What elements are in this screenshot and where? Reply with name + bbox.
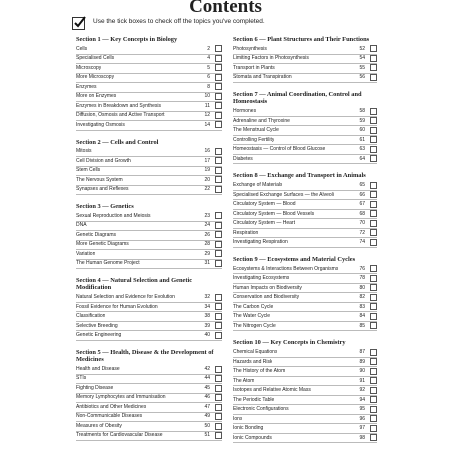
topic-name: More Microscopy (76, 74, 115, 81)
toc-entry (233, 358, 377, 368)
instruction-text: Use the tick boxes to check off the topics you've completed. (93, 18, 265, 25)
page-number: 8 (207, 83, 210, 90)
toc-entry (76, 93, 222, 103)
tick-box[interactable] (370, 368, 377, 375)
topic-name: Ecosystems & Interactions Between Organisms (233, 265, 339, 272)
page-number: 98 (359, 434, 365, 441)
topic-name: The Periodic Table (233, 396, 275, 403)
toc-entry (233, 229, 377, 239)
column-left (76, 36, 222, 449)
toc-entry (233, 415, 377, 425)
topic-name: Sexual Reproduction and Meiosis (76, 212, 151, 219)
page-number: 5 (207, 64, 210, 71)
section-title: Section 9 — Ecosystems and Material Cycles (233, 255, 356, 263)
topic-name: The Atom (233, 377, 255, 384)
tick-box[interactable] (370, 210, 377, 217)
toc-entry (76, 45, 222, 55)
topic-name: Health and Disease (76, 365, 120, 372)
section-title: Section 3 — Genetics (76, 203, 134, 210)
toc-entry (76, 384, 222, 394)
tick-box[interactable] (370, 146, 377, 153)
tick-box[interactable] (215, 64, 222, 71)
tick-box[interactable] (215, 413, 222, 420)
tick-box[interactable] (215, 157, 222, 164)
tick-box[interactable] (215, 74, 222, 81)
toc-entry (76, 186, 222, 196)
page-number: 68 (359, 210, 365, 217)
page-number: 89 (359, 358, 365, 365)
tick-box[interactable] (215, 212, 222, 219)
tick-box[interactable] (370, 313, 377, 320)
topic-name: Human Impacts on Biodiversity (233, 284, 302, 291)
topic-name: The Human Genome Project (76, 260, 140, 267)
topic-name: Exchange of Materials (233, 182, 283, 188)
topic-name: Ionic Bonding (233, 425, 264, 431)
tick-box[interactable] (370, 425, 377, 432)
tick-box[interactable] (370, 201, 377, 208)
topic-name: Stem Cells (76, 167, 101, 174)
section-title: Section 5 — Health, Disease & the Development of Medicines (76, 348, 214, 364)
tick-box[interactable] (370, 108, 377, 115)
topic-name: Fossil Evidence for Human Evolution (76, 303, 158, 310)
toc-section (76, 349, 222, 441)
page-number: 14 (204, 121, 210, 128)
tick-box[interactable] (215, 366, 222, 373)
toc-entry (76, 74, 222, 84)
toc-entry (233, 181, 377, 191)
page-title: Contents (189, 0, 262, 17)
topic-name: Genetic Diagrams (76, 231, 117, 238)
tick-box[interactable] (370, 155, 377, 162)
page-number: 80 (359, 284, 365, 291)
tick-box[interactable] (215, 303, 222, 310)
topic-name: Investigating Ecosystems (233, 275, 290, 281)
toc-entry (76, 422, 222, 432)
toc-entry (76, 231, 222, 241)
tick-box[interactable] (370, 322, 377, 329)
page-number: 55 (359, 64, 365, 71)
toc-entry (76, 250, 222, 260)
tick-box[interactable] (370, 434, 377, 441)
page-number: 2 (207, 45, 210, 52)
topic-name: Variation (76, 250, 96, 257)
topic-name: Diabetes (233, 155, 253, 162)
tick-box[interactable] (215, 231, 222, 238)
topic-name: The Nervous System (76, 176, 123, 183)
tick-box[interactable] (215, 332, 222, 339)
toc-entry (233, 424, 377, 434)
tick-box[interactable] (215, 313, 222, 320)
section-title: Section 10 — Key Concepts in Chemistry (233, 339, 346, 347)
tick-box[interactable] (215, 102, 222, 109)
section-title: Section 7 — Animal Coordination, Control and Homeostasis (233, 91, 362, 106)
topic-name: Conservation and Biodiversity (233, 294, 300, 300)
section-title: Section 2 — Cells and Control (76, 138, 159, 146)
page-number: 60 (359, 127, 365, 133)
tick-box[interactable] (370, 406, 377, 413)
tick-box[interactable] (215, 45, 222, 52)
tick-box[interactable] (370, 358, 377, 365)
topic-name: Classification (76, 313, 106, 319)
section-title: Section 8 — Exchange and Transport in Animals (233, 172, 366, 180)
topic-name: Treatments for Cardiovascular Disease (76, 432, 163, 439)
page-number: 44 (204, 375, 210, 382)
toc-entry (233, 238, 377, 248)
tick-box[interactable] (215, 121, 222, 128)
toc-entry (233, 55, 377, 65)
section-title: Section 4 — Natural Selection and Genetic Modification (76, 277, 193, 292)
toc-entry (233, 210, 377, 220)
page-number: 78 (359, 275, 365, 281)
tick-box[interactable] (370, 229, 377, 236)
page-number: 47 (204, 403, 210, 410)
topic-name: Enzymes (76, 83, 97, 90)
tick-box[interactable] (215, 186, 222, 193)
page-number: 61 (359, 136, 365, 143)
tick-box[interactable] (215, 294, 222, 301)
tick-example-icon (72, 17, 85, 30)
page-number: 74 (359, 239, 365, 245)
toc-entry (233, 145, 377, 155)
page-number: 40 (204, 332, 210, 338)
tick-box[interactable] (215, 322, 222, 329)
tick-box[interactable] (370, 191, 377, 198)
topic-name: Ionic Compounds (233, 434, 272, 441)
toc-entry (76, 432, 222, 442)
toc-section (76, 139, 222, 196)
topic-name: Cells (76, 45, 88, 52)
page-number: 72 (359, 229, 365, 236)
tick-box[interactable] (370, 275, 377, 282)
topic-name: Selective Breeding (76, 322, 118, 329)
page-number: 83 (359, 303, 365, 310)
topic-name: Specialised Exchange Surfaces — the Alveoli (233, 191, 334, 198)
tick-box[interactable] (215, 241, 222, 248)
tick-box[interactable] (215, 385, 222, 392)
page-number: 23 (204, 212, 210, 219)
page-number: 90 (359, 368, 365, 374)
tick-box[interactable] (370, 74, 377, 81)
tick-box[interactable] (215, 375, 222, 382)
topic-name: Transport in Plants (233, 64, 275, 71)
toc-entry (76, 331, 222, 341)
page-number: 22 (204, 186, 210, 193)
topic-name: Adrenaline and Thyroxine (233, 117, 290, 124)
toc-entry (233, 45, 377, 55)
page-number: 16 (204, 148, 210, 155)
topic-name: The Nitrogen Cycle (233, 322, 276, 329)
page-number: 65 (359, 182, 365, 188)
toc-entry (233, 107, 377, 117)
toc-entry (76, 312, 222, 322)
page-number: 64 (359, 155, 365, 162)
tick-box[interactable] (370, 55, 377, 62)
page-number: 50 (204, 422, 210, 429)
toc-entry (233, 284, 377, 294)
page-number: 29 (204, 250, 210, 257)
topic-name: Circulatory System — Blood (233, 201, 296, 207)
topic-name: Electronic Configurations (233, 406, 289, 412)
toc-entry (233, 405, 377, 415)
toc-entry (233, 74, 377, 84)
toc-section (76, 36, 222, 131)
toc-entry (233, 322, 377, 332)
section-title: Section 6 — Plant Structures and Their Functions (233, 36, 370, 43)
toc-entry (76, 64, 222, 74)
topic-name: The Water Cycle (233, 313, 271, 319)
topic-name: More Genetic Diagrams (76, 241, 129, 248)
tick-box[interactable] (370, 136, 377, 143)
page-number: 42 (204, 365, 210, 372)
toc-entry (233, 126, 377, 136)
toc-entry (233, 274, 377, 284)
toc-entry (76, 176, 222, 186)
page-number: 67 (359, 201, 365, 207)
toc-entry (233, 155, 377, 165)
topic-name: Investigating Respiration (233, 239, 288, 245)
page-number: 96 (359, 415, 365, 422)
topic-name: Fighting Disease (76, 384, 114, 391)
topic-name: Limiting Factors in Photosynthesis (233, 55, 309, 62)
page-number: 19 (204, 167, 210, 174)
page-number: 66 (359, 191, 365, 198)
topic-name: Synapses and Reflexes (76, 186, 129, 193)
topic-name: Non-Communicable Diseases (76, 413, 143, 420)
tick-box[interactable] (215, 404, 222, 411)
tick-box[interactable] (215, 55, 222, 62)
toc-entry (233, 64, 377, 74)
toc-section (233, 256, 377, 332)
section-title: Section 1 — Key Concepts in Biology (76, 36, 178, 43)
topic-name: Controlling Fertility (233, 136, 275, 143)
tick-box[interactable] (370, 387, 377, 394)
toc-entry (76, 293, 222, 303)
tick-box[interactable] (370, 64, 377, 71)
tick-box[interactable] (215, 112, 222, 119)
tick-box[interactable] (215, 176, 222, 183)
toc-entry (233, 303, 377, 313)
topic-name: Homeostasis — Control of Blood Glucose (233, 146, 326, 152)
topic-name: Hormones (233, 108, 257, 114)
tick-box[interactable] (215, 250, 222, 257)
topic-name: Natural Selection and Evidence for Evolution (76, 294, 175, 300)
tick-box[interactable] (370, 45, 377, 52)
tick-box[interactable] (370, 349, 377, 356)
topic-name: Investigating Osmosis (76, 121, 125, 128)
page-number: 58 (359, 108, 365, 114)
toc-entry (76, 167, 222, 177)
page-number: 6 (207, 74, 210, 81)
topic-name: Diffusion, Osmosis and Active Transport (76, 112, 165, 119)
page-number: 85 (359, 322, 365, 329)
toc-entry (76, 403, 222, 413)
page-number: 4 (207, 55, 210, 62)
page-number: 49 (204, 413, 210, 420)
page-number: 24 (204, 222, 210, 229)
page-number: 31 (204, 260, 210, 267)
toc-entry (233, 200, 377, 210)
tick-box[interactable] (370, 220, 377, 227)
toc-entry (76, 148, 222, 158)
page-number: 28 (204, 241, 210, 248)
topic-name: Circulatory System — Blood Vessels (233, 210, 315, 217)
toc-entry (233, 265, 377, 275)
tick-box[interactable] (370, 117, 377, 124)
toc-entry (76, 394, 222, 404)
tick-box[interactable] (370, 127, 377, 134)
page-number: 11 (204, 102, 210, 109)
tick-box[interactable] (215, 260, 222, 267)
topic-name: Genetic Engineering (76, 332, 122, 338)
toc-entry (233, 386, 377, 396)
page-number: 45 (204, 384, 210, 391)
tick-box[interactable] (370, 294, 377, 301)
tick-box[interactable] (215, 394, 222, 401)
toc-entry (233, 293, 377, 303)
page-number: 12 (204, 112, 210, 119)
topic-name: Circulatory System — Heart (233, 220, 295, 226)
page-number: 34 (204, 303, 210, 310)
topic-name: Ions (233, 415, 243, 422)
page-number: 95 (359, 406, 365, 412)
tick-box[interactable] (215, 423, 222, 430)
toc-entry (233, 377, 377, 387)
tick-box[interactable] (370, 303, 377, 310)
topic-name: Measures of Obesity (76, 422, 122, 429)
toc-entry (76, 222, 222, 232)
tick-box[interactable] (215, 222, 222, 229)
tick-box[interactable] (370, 265, 377, 272)
tick-box[interactable] (215, 83, 222, 90)
topic-name: Cell Division and Growth (76, 157, 131, 164)
topic-name: DNA (76, 222, 87, 229)
topic-name: More on Enzymes (76, 93, 117, 100)
page-number: 82 (359, 294, 365, 300)
toc-entry (76, 241, 222, 251)
toc-entry (233, 312, 377, 322)
column-right (233, 36, 377, 451)
page-number: 52 (359, 45, 365, 52)
toc-section (76, 203, 222, 269)
page-number: 87 (359, 349, 365, 355)
toc-entry (76, 121, 222, 131)
topic-name: The Menstrual Cycle (233, 127, 279, 133)
page-number: 94 (359, 396, 365, 403)
toc-entry (233, 136, 377, 146)
page-number: 76 (359, 265, 365, 272)
toc-section (233, 339, 377, 443)
instruction-row (72, 17, 382, 34)
page-number: 84 (359, 313, 365, 319)
toc-entry (76, 102, 222, 112)
topic-name: Isotopes and Relative Atomic Mass (233, 387, 311, 393)
toc-section (233, 172, 377, 248)
toc-section (233, 91, 377, 164)
topic-name: Mitosis (76, 148, 92, 155)
page-number: 39 (204, 322, 210, 329)
page-number: 38 (204, 313, 210, 319)
toc-entry (76, 260, 222, 270)
topic-name: Chemical Equations (233, 349, 278, 355)
page-number: 92 (359, 387, 365, 393)
toc-entry (76, 365, 222, 375)
page-number: 56 (359, 74, 365, 81)
toc-entry (76, 212, 222, 222)
toc-entry (76, 83, 222, 93)
toc-entry (233, 348, 377, 358)
topic-name: The History of the Atom (233, 368, 286, 374)
toc-entry (233, 396, 377, 406)
tick-box[interactable] (370, 182, 377, 189)
page-number: 63 (359, 146, 365, 152)
page-number: 51 (204, 432, 210, 439)
topic-name: Respiration (233, 229, 259, 236)
toc-entry (76, 112, 222, 122)
toc-entry (76, 303, 222, 313)
tick-box[interactable] (215, 167, 222, 174)
toc-entry (233, 191, 377, 201)
toc-entry (76, 413, 222, 423)
page-number: 10 (204, 93, 210, 100)
page-number: 91 (359, 377, 365, 384)
toc-entry (76, 55, 222, 65)
topic-name: Memory Lymphocytes and Immunisation (76, 394, 166, 401)
tick-box[interactable] (370, 415, 377, 422)
tick-box[interactable] (370, 377, 377, 384)
topic-name: Photosynthesis (233, 45, 267, 52)
topic-name: Enzymes in Breakdown and Synthesis (76, 102, 162, 109)
page-number: 97 (359, 425, 365, 431)
page-number: 59 (359, 117, 365, 124)
tick-box[interactable] (215, 148, 222, 155)
tick-box[interactable] (215, 432, 222, 439)
topic-name: Specialised Cells (76, 55, 115, 62)
page-number: 26 (204, 231, 210, 238)
page-number: 32 (204, 294, 210, 300)
topic-name: STIs (76, 375, 87, 382)
toc-entry (233, 117, 377, 127)
page-number: 46 (204, 394, 210, 401)
page-number: 20 (204, 176, 210, 183)
tick-box[interactable] (370, 284, 377, 291)
tick-box[interactable] (370, 396, 377, 403)
toc-section (233, 36, 377, 83)
toc-entry (76, 375, 222, 385)
page-number: 70 (359, 220, 365, 226)
toc-entry (76, 157, 222, 167)
topic-name: Hazards and Risk (233, 358, 273, 365)
toc-entry (233, 219, 377, 229)
tick-box[interactable] (215, 93, 222, 100)
page-number: 54 (359, 55, 365, 62)
topic-name: The Carbon Cycle (233, 303, 274, 310)
toc-entry (233, 434, 377, 444)
topic-name: Antibiotics and Other Medicines (76, 403, 147, 410)
topic-name: Microscopy (76, 64, 102, 71)
topic-name: Stomata and Transpiration (233, 74, 292, 81)
page-number: 17 (204, 157, 210, 164)
toc-section (76, 277, 222, 341)
toc-entry (233, 367, 377, 377)
toc-entry (76, 322, 222, 332)
tick-box[interactable] (370, 239, 377, 246)
